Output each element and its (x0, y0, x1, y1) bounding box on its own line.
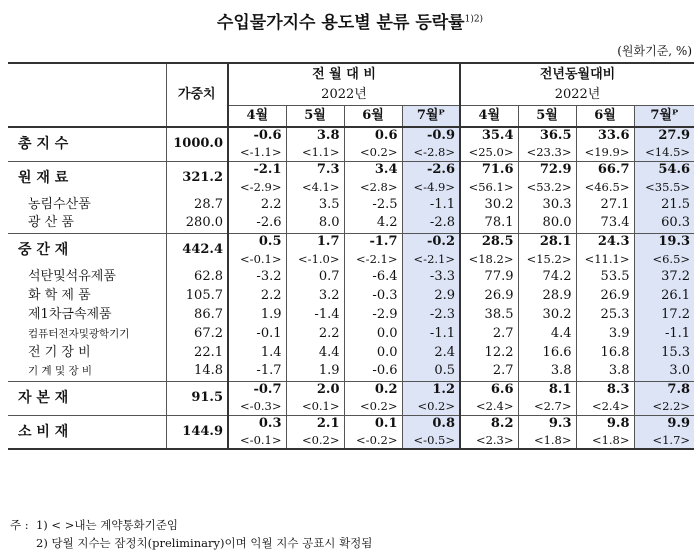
row-label: 자 본 재 (18, 390, 69, 406)
yoy-sub-value: <2.4> (576, 398, 634, 415)
header-month: 5월 (518, 105, 576, 127)
mom-sub-value: <-2.1> (344, 250, 402, 267)
yoy-value: 37.2 (634, 267, 694, 286)
table-row (8, 415, 694, 432)
weight-cell: 1000.0 (166, 127, 228, 161)
row-label: 컴퓨터전자및광학기기 (28, 327, 130, 340)
yoy-value: 19.3 (634, 233, 694, 250)
yoy-sub-value: <23.3> (518, 144, 576, 161)
yoy-sub-value: <1.8> (518, 432, 576, 449)
mom-value: 1.9 (286, 362, 344, 381)
yoy-value: 8.1 (518, 381, 576, 398)
notes-prefix: 주 : (10, 518, 29, 532)
yoy-value: 9.9 (634, 415, 694, 432)
mom-value: -2.5 (344, 195, 402, 214)
yoy-value: 16.6 (518, 343, 576, 362)
yoy-value: 3.8 (576, 362, 634, 381)
note-1: 1) < >내는 계약통화기준임 (35, 518, 178, 532)
yoy-sub-value: <11.1> (576, 250, 634, 267)
mom-sub-value: <4.1> (286, 178, 344, 195)
row-label: 원 재 료 (18, 170, 69, 187)
mom-value: 1.4 (228, 343, 286, 362)
yoy-value: 15.3 (634, 343, 694, 362)
row-label: 전 기 장 비 (28, 344, 91, 360)
table-row (8, 381, 694, 398)
mom-sub-value: <-0.3> (228, 398, 286, 415)
mom-sub-value: <-2.8> (402, 144, 460, 161)
yoy-value: 74.2 (518, 267, 576, 286)
yoy-sub-value: <53.2> (518, 178, 576, 195)
mom-value: 0.0 (344, 324, 402, 343)
yoy-sub-value: <2.7> (518, 398, 576, 415)
yoy-sub-value: <1.7> (634, 432, 694, 449)
row-label: 제1차금속제품 (28, 306, 112, 322)
mom-value: -1.1 (402, 195, 460, 214)
mom-value: 2.1 (286, 415, 344, 432)
yoy-sub-value: <19.9> (576, 144, 634, 161)
yoy-value: 38.5 (460, 305, 518, 324)
yoy-value: 8.2 (460, 415, 518, 432)
yoy-sub-value: <25.0> (460, 144, 518, 161)
yoy-value: 28.1 (518, 233, 576, 250)
yoy-sub-value: <15.2> (518, 250, 576, 267)
mom-value: 4.2 (344, 214, 402, 233)
weight-cell: 321.2 (166, 161, 228, 195)
mom-value: -2.6 (402, 161, 460, 178)
yoy-value: 66.7 (576, 161, 634, 178)
mom-value: 2.2 (286, 324, 344, 343)
mom-value: 0.3 (228, 415, 286, 432)
yoy-value: 26.9 (576, 286, 634, 305)
mom-sub-value: <-1.1> (228, 144, 286, 161)
mom-value: -2.9 (344, 305, 402, 324)
yoy-value: 7.8 (634, 381, 694, 398)
weight-cell: 91.5 (166, 381, 228, 415)
yoy-sub-value: <6.5> (634, 250, 694, 267)
yoy-value: 80.0 (518, 214, 576, 233)
yoy-value: 35.4 (460, 127, 518, 144)
mom-value: 8.0 (286, 214, 344, 233)
yoy-value: 25.3 (576, 305, 634, 324)
yoy-value: 73.4 (576, 214, 634, 233)
price-index-table (8, 62, 694, 450)
yoy-value: 72.9 (518, 161, 576, 178)
mom-value: -0.9 (402, 127, 460, 144)
yoy-value: 24.3 (576, 233, 634, 250)
yoy-sub-value: <14.5> (634, 144, 694, 161)
mom-sub-value: <0.2> (344, 144, 402, 161)
yoy-value: 54.6 (634, 161, 694, 178)
mom-value: -1.1 (402, 324, 460, 343)
weight-cell: 67.2 (166, 324, 228, 343)
yoy-value: 3.8 (518, 362, 576, 381)
mom-value: -0.7 (228, 381, 286, 398)
mom-value: 1.2 (402, 381, 460, 398)
mom-sub-value: <-0.2> (344, 432, 402, 449)
yoy-value: 12.2 (460, 343, 518, 362)
yoy-value: 9.8 (576, 415, 634, 432)
mom-sub-value: <0.2> (402, 398, 460, 415)
page-title: 수입물가지수 용도별 분류 등락률$^{1)2)}$ (216, 13, 484, 33)
yoy-value: 4.4 (518, 324, 576, 343)
mom-value: 1.9 (228, 305, 286, 324)
header-mom: 전 월 대 비 (228, 63, 460, 85)
yoy-sub-value: <2.4> (460, 398, 518, 415)
yoy-value: 17.2 (634, 305, 694, 324)
mom-value: 2.0 (286, 381, 344, 398)
weight-cell: 442.4 (166, 233, 228, 267)
mom-value: -0.6 (228, 127, 286, 144)
mom-value: -1.4 (286, 305, 344, 324)
yoy-sub-value: <1.8> (576, 432, 634, 449)
row-label: 소 비 재 (18, 423, 69, 440)
mom-value: -2.1 (228, 161, 286, 178)
mom-value: 0.5 (228, 233, 286, 250)
weight-cell: 144.9 (166, 415, 228, 449)
mom-value: 2.2 (228, 286, 286, 305)
yoy-value: 30.2 (460, 195, 518, 214)
weight-cell: 28.7 (166, 195, 228, 214)
yoy-value: -1.1 (634, 324, 694, 343)
header-year-mom: 2022년 (228, 85, 460, 105)
header-yoy: 전년동월대비 (460, 63, 694, 85)
mom-value: 0.8 (402, 415, 460, 432)
yoy-value: 27.9 (634, 127, 694, 144)
weight-cell: 105.7 (166, 286, 228, 305)
mom-sub-value: <-1.0> (286, 250, 344, 267)
yoy-sub-value: <35.5> (634, 178, 694, 195)
yoy-value: 27.1 (576, 195, 634, 214)
yoy-value: 9.3 (518, 415, 576, 432)
note-2: 2) 당월 지수는 잠정치(preliminary)이며 익월 지수 공표시 확정됨 (36, 536, 373, 550)
yoy-value: 71.6 (460, 161, 518, 178)
mom-value: -2.3 (402, 305, 460, 324)
footnotes (10, 516, 372, 552)
row-label: 기 계 및 장 비 (28, 365, 93, 378)
weight-cell: 14.8 (166, 362, 228, 381)
yoy-value: 21.5 (634, 195, 694, 214)
yoy-value: 3.0 (634, 362, 694, 381)
mom-value: 0.2 (344, 381, 402, 398)
yoy-value: 53.5 (576, 267, 634, 286)
table-row (8, 286, 694, 305)
yoy-value: 3.9 (576, 324, 634, 343)
mom-value: 4.4 (286, 343, 344, 362)
table-row (8, 195, 694, 214)
yoy-value: 30.3 (518, 195, 576, 214)
mom-sub-value: <-0.5> (402, 432, 460, 449)
header-month: 6월 (344, 105, 402, 127)
mom-value: -1.7 (228, 362, 286, 381)
mom-value: 0.0 (344, 343, 402, 362)
yoy-sub-value: <56.1> (460, 178, 518, 195)
mom-sub-value: <0.1> (286, 398, 344, 415)
yoy-value: 2.7 (460, 324, 518, 343)
mom-sub-value: <1.1> (286, 144, 344, 161)
yoy-value: 26.1 (634, 286, 694, 305)
yoy-sub-value: <2.2> (634, 398, 694, 415)
yoy-value: 77.9 (460, 267, 518, 286)
row-label: 총 지 수 (18, 136, 69, 153)
yoy-value: 16.8 (576, 343, 634, 362)
table-row (8, 305, 694, 324)
yoy-value: 28.9 (518, 286, 576, 305)
mom-value: -2.6 (228, 214, 286, 233)
row-label: 농림수산품 (28, 196, 91, 212)
mom-value: 3.4 (344, 161, 402, 178)
yoy-sub-value: <46.5> (576, 178, 634, 195)
mom-sub-value: <-2.9> (228, 178, 286, 195)
table-row (8, 362, 694, 381)
row-label: 중 간 재 (18, 242, 69, 259)
header-month: 7월ᴾ (634, 105, 694, 127)
weight-cell: 86.7 (166, 305, 228, 324)
yoy-value: 30.2 (518, 305, 576, 324)
yoy-value: 60.3 (634, 214, 694, 233)
weight-cell: 62.8 (166, 267, 228, 286)
mom-value: 2.2 (228, 195, 286, 214)
yoy-value: 36.5 (518, 127, 576, 144)
table-row (8, 267, 694, 286)
weight-cell: 22.1 (166, 343, 228, 362)
yoy-value: 2.7 (460, 362, 518, 381)
mom-value: -1.7 (344, 233, 402, 250)
header-weight: 가중치 (166, 63, 228, 127)
mom-sub-value: <0.2> (344, 398, 402, 415)
mom-sub-value: <2.8> (344, 178, 402, 195)
mom-value: -0.1 (228, 324, 286, 343)
table-row (8, 161, 694, 178)
mom-value: -0.2 (402, 233, 460, 250)
yoy-value: 28.5 (460, 233, 518, 250)
table-row (8, 127, 694, 144)
mom-sub-value: <-0.1> (228, 250, 286, 267)
row-label: 화 학 제 품 (28, 287, 91, 303)
mom-value: 3.2 (286, 286, 344, 305)
header-month: 4월 (228, 105, 286, 127)
mom-value: 0.7 (286, 267, 344, 286)
header-year-yoy: 2022년 (460, 85, 694, 105)
row-label: 석탄및석유제품 (28, 268, 116, 284)
mom-sub-value: <0.2> (286, 432, 344, 449)
mom-value: 1.7 (286, 233, 344, 250)
yoy-value: 26.9 (460, 286, 518, 305)
yoy-sub-value: <2.3> (460, 432, 518, 449)
table-row (8, 214, 694, 233)
mom-value: -0.3 (344, 286, 402, 305)
header-month: 6월 (576, 105, 634, 127)
weight-cell: 280.0 (166, 214, 228, 233)
table-row (8, 233, 694, 250)
mom-value: -2.8 (402, 214, 460, 233)
mom-value: 7.3 (286, 161, 344, 178)
mom-value: -3.2 (228, 267, 286, 286)
yoy-value: 6.6 (460, 381, 518, 398)
mom-value: 0.5 (402, 362, 460, 381)
mom-value: 2.9 (402, 286, 460, 305)
header-month: 4월 (460, 105, 518, 127)
mom-value: 3.8 (286, 127, 344, 144)
mom-value: 0.1 (344, 415, 402, 432)
header-month: 5월 (286, 105, 344, 127)
yoy-value: 33.6 (576, 127, 634, 144)
table-row (8, 343, 694, 362)
mom-sub-value: <-2.1> (402, 250, 460, 267)
header-blank (8, 63, 166, 127)
mom-value: 3.5 (286, 195, 344, 214)
unit-label: (원화기준, %) (617, 44, 692, 58)
yoy-sub-value: <18.2> (460, 250, 518, 267)
mom-value: -6.4 (344, 267, 402, 286)
mom-value: -0.6 (344, 362, 402, 381)
mom-sub-value: <-0.1> (228, 432, 286, 449)
yoy-value: 8.3 (576, 381, 634, 398)
header-month: 7월ᴾ (402, 105, 460, 127)
mom-sub-value: <-4.9> (402, 178, 460, 195)
mom-value: 2.4 (402, 343, 460, 362)
row-label: 광 산 품 (28, 215, 74, 231)
mom-value: -3.3 (402, 267, 460, 286)
table-row (8, 324, 694, 343)
mom-value: 0.6 (344, 127, 402, 144)
yoy-value: 78.1 (460, 214, 518, 233)
